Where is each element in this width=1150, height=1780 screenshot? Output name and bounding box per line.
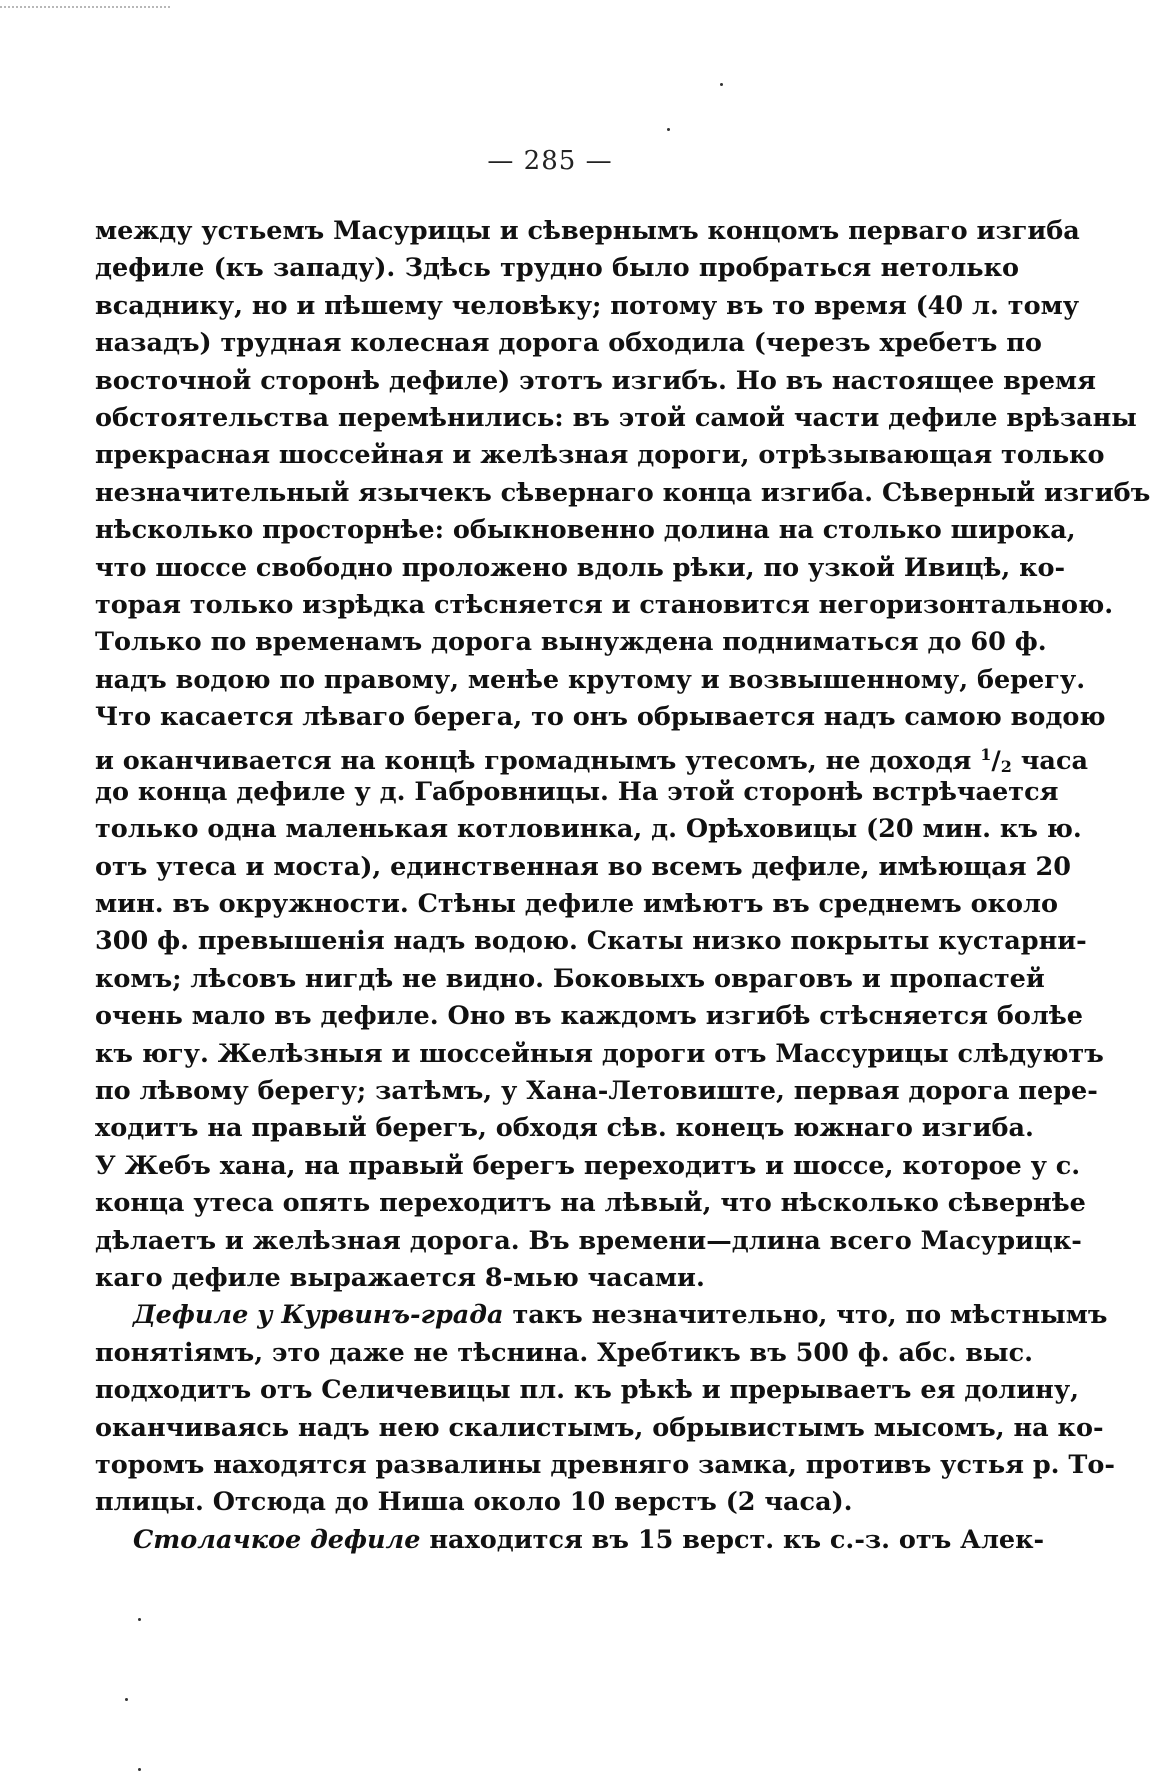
- fraction-denominator: 2: [1000, 757, 1012, 777]
- text-line: прекрасная шоссейная и желѣзная дороги, отрѣзывающая только: [95, 440, 1105, 471]
- text-line: 300 ф. превышенія надъ водою. Скаты низко покрыты кустарни-: [95, 926, 1087, 957]
- text-line: мин. въ окружности. Стѣны дефиле имѣютъ въ среднемъ около: [95, 889, 1058, 920]
- text-line: Что касается лѣваго берега, то онъ обрывается надъ самою водою: [95, 702, 1106, 733]
- text-line: до конца дефиле у д. Габровницы. На этой сторонѣ встрѣчается: [95, 776, 1059, 807]
- text-line: Только по временамъ дорога вынуждена подниматься до 60 ф.: [95, 627, 1047, 658]
- text-line: всаднику, но и пѣшему человѣку; потому въ то время (40 л. тому: [95, 290, 1080, 321]
- text-line: восточной сторонѣ дефиле) этотъ изгибъ. Но въ настоящее время: [95, 365, 1096, 396]
- fraction-numerator: 1: [980, 745, 992, 765]
- text-line: назадъ) трудная колесная дорога обходила (черезъ хребетъ по: [95, 328, 1042, 359]
- scan-speck: [720, 83, 723, 86]
- paragraph-start-line: [95, 1522, 1045, 1559]
- text-line: надъ водою по правому, менѣе крутому и возвышенному, берегу.: [95, 664, 1086, 695]
- text-line: отъ утеса и моста), единственная во всемъ дефиле, имѣющая 20: [95, 851, 1071, 882]
- text-line: только одна маленькая котловинка, д. Орѣховицы (20 мин. къ ю.: [95, 814, 1082, 845]
- text-line-with-fraction: [95, 736, 1089, 777]
- scan-speck: [125, 1698, 128, 1701]
- line-text: такъ незначительно, что, по мѣстнымъ: [503, 1300, 1108, 1331]
- text-line: комъ; лѣсовъ нигдѣ не видно. Боковыхъ овраговъ и пропастей: [95, 963, 1045, 994]
- text-line: незначительный язычекъ сѣвернаго конца изгиба. Сѣверный изгибъ: [95, 477, 1150, 508]
- paragraph-end-line: плицы. Отсюда до Ниша около 10 верстъ (2 часа).: [95, 1487, 853, 1518]
- body-text: [95, 213, 1150, 1559]
- text-line: по лѣвому берегу; затѣмъ, у Хана-Летовиште, первая дорога пере-: [95, 1075, 1098, 1106]
- text-line: между устьемъ Масурицы и сѣвернымъ концомъ перваго изгиба: [95, 216, 1080, 246]
- text-line: дѣлаетъ и желѣзная дорога. Въ времени—длина всего Масурицк-: [95, 1225, 1082, 1256]
- scan-speck: [667, 128, 670, 131]
- text-line: обстоятельства перемѣнились: въ этой самой части дефиле врѣзаны: [95, 402, 1137, 433]
- page-number: — 285 —: [487, 146, 613, 176]
- italic-heading: Дефиле у Курвинъ-града: [133, 1300, 504, 1331]
- text-line: что шоссе свободно проложено вдоль рѣки, по узкой Ивицѣ, ко-: [95, 552, 1066, 583]
- text-line: торая только изрѣдка стѣсняется и становится негоризонтальною.: [95, 589, 1114, 620]
- fraction-slash: /: [991, 746, 1001, 777]
- paragraph-end-line: каго дефиле выражается 8-мью часами.: [95, 1262, 705, 1293]
- scan-speck: [138, 1618, 141, 1621]
- line-text: и оканчивается на концѣ громаднымъ утесомъ, не доходя: [95, 746, 981, 777]
- text-line: понятіямъ, это даже не тѣснина. Хребтикъ въ 500 ф. абс. выс.: [95, 1337, 1034, 1368]
- text-line: дефиле (къ западу). Здѣсь трудно было пробраться нетолько: [95, 253, 1019, 284]
- text-line: конца утеса опять переходитъ на лѣвый, что нѣсколько сѣвернѣе: [95, 1188, 1086, 1219]
- text-line: торомъ находятся развалины древняго замка, противъ устья р. То-: [95, 1449, 1115, 1480]
- text-line: оканчиваясь надъ нею скалистымъ, обрывистымъ мысомъ, на ко-: [95, 1412, 1104, 1443]
- text-line: подходитъ отъ Селичевицы пл. къ рѣкѣ и прерываетъ ея долину,: [95, 1375, 1080, 1406]
- line-text: часа: [1011, 746, 1089, 777]
- text-line: У Жебъ хана, на правый берегъ переходитъ и шоссе, которое у с.: [95, 1150, 1081, 1181]
- top-edge-rule: [0, 6, 170, 8]
- text-line: къ югу. Желѣзныя и шоссейныя дороги отъ Массурицы слѣдуютъ: [95, 1038, 1104, 1069]
- line-text: находится въ 15 верст. къ с.-з. отъ Алек-: [420, 1524, 1045, 1555]
- text-line: ходитъ на правый берегъ, обходя сѣв. конецъ южнаго изгиба.: [95, 1113, 1034, 1144]
- text-line: очень мало въ дефиле. Оно въ каждомъ изгибѣ стѣсняется болѣе: [95, 1001, 1083, 1032]
- text-line: нѣсколько просторнѣе: обыкновенно долина на столько широка,: [95, 515, 1076, 546]
- paragraph-start-line: [95, 1297, 1108, 1334]
- scan-speck: [138, 1768, 141, 1771]
- italic-heading: Столачкое дефиле: [133, 1524, 421, 1555]
